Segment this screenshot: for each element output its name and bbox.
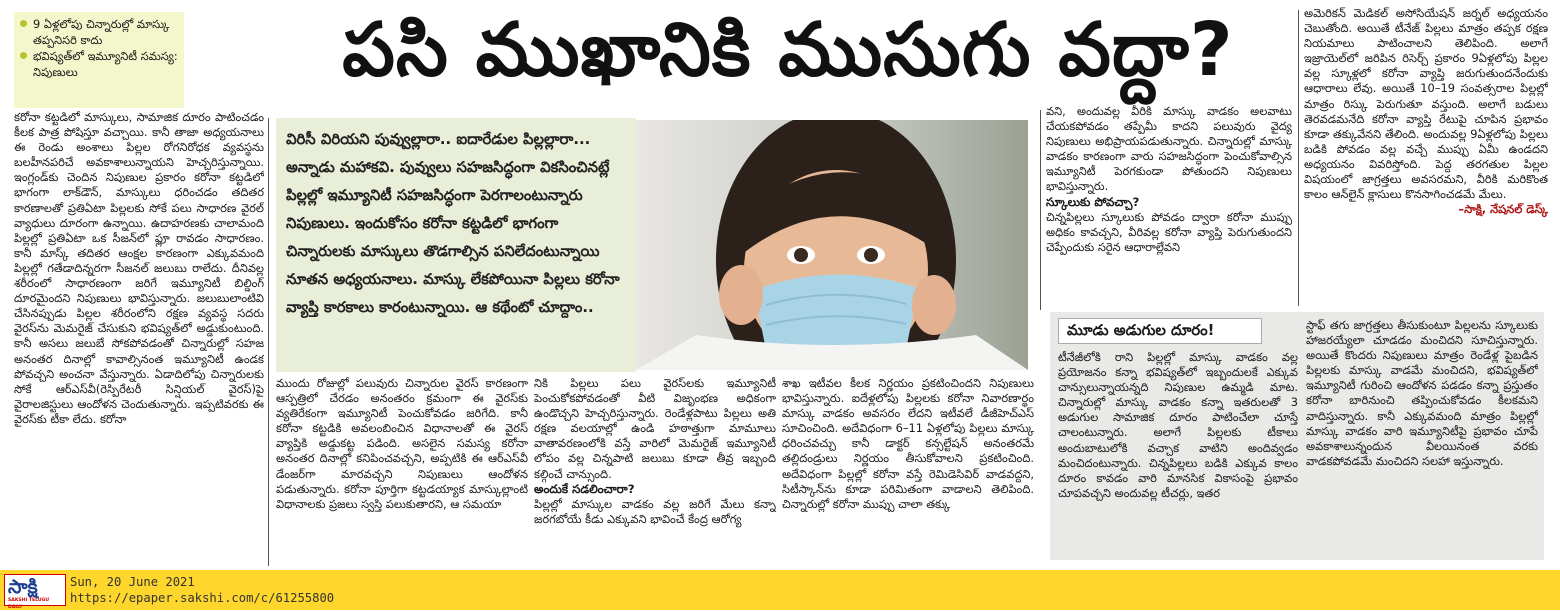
summary-bullets	[14, 12, 184, 108]
summary-bullet: 9 ఏళ్లలోపు చిన్నారుల్లో మాస్కు తప్పనిసరి కాదు	[20, 16, 178, 48]
article-column-6: అమెరికన్ మెడికల్ అసోసియేషన్ జర్నల్ అధ్యయనం చెబుతోంది. అయితే టీనేజ్ పిల్లలు మాత్రం తప్పక రక్షణ నియమాలు పాటించాలని తెలిపింది. అలాగే ఇజ్రాయెల్‌లో జరిపిన రిసెర్చ్ ప్రకారం 9ఏళ్లలోపు పిల్లల వల్ల స్కూళ్లలో కరోనా వ్యాప్తి జరుగుతుందనేందుకు ఆధారాలు లేవు. అయితే 10–19 సంవత్సరాల పిల్లల్లో మాత్రం రిస్కు పెరుగుతూ వస్తుంది. అలాగే బడులు తెరవడమనేది కరోనా వ్యాప్తి రేటుపై చూపిన ప్రభావం కూడా తక్కువేనని తేలింది. అందువల్ల 9ఏళ్లలోపు పిల్లలు బడికి పోవడం వల్ల వచ్చే ముప్పు ఏమీ ఉండదని అధ్యయనం వివరిస్తోంది. పెద్ద తరగతుల పిల్లల విషయంలో జాగ్రత్తలు అవసరమని, వీరికి మరికొంత కాలం ఆన్‌లైన్ క్లాసులు కొనసాగించడమే మేలు. –సాక్షి, నేషనల్ డెస్క్	[1304, 6, 1548, 217]
column-divider	[1298, 10, 1299, 306]
subheading: స్కూలుకు పోవచ్చా?	[1046, 194, 1140, 209]
bullet-dot-icon	[20, 20, 27, 27]
teaser-box	[276, 118, 636, 372]
sidebar-box-column-2: స్టాఫ్ తగు జాగ్రత్తలు తీసుకుంటూ పిల్లలను స్కూలుకు హాజరయ్యేలా చూడడం మంచిదని సూచిస్తున్నారు. అయితే కొందరు నిపుణులు మాత్రం రెండేళ్ల పైబడిన పిల్లలకు మాస్కు వాడమే మంచిదని, భవిష్యత్‌లో ఇమ్యూనిటీ గురించి ఆందోళన పడడం కన్నా ప్రస్తుతం కరోనా బారినుంచి తప్పించుకోవడం కీలకమని వాదిస్తున్నారు. కానీ ఎక్కువమంది మాత్రం పిల్లల్లో మాస్కు వాడకం వారి ఇమ్యూనిటీపై ప్రభావం చూపే అవకాశాలున్నందున వీలయినంత వరకు వాడకపోవడమే మంచిదని సలహా ఇస్తున్నారు.	[1306, 318, 1538, 468]
child-mask-illustration	[636, 120, 1028, 370]
bullet-dot-icon	[20, 52, 27, 59]
sidebar-box-column-1: టీనేజీలోకి రాని పిల్లల్లో మాస్కు వాడకం వల్ల ప్రయోజనం కన్నా భవిష్యత్‌లో ఇబ్బందులకే ఎక్కువ చాన్సులున్నాయన్నది నిపుణుల ఉమ్మడి మాట. చిన్నారుల్లో మాస్కు వాడకం కన్నా ఇతరులతో 3 అడుగుల సామాజిక దూరం పాటించేలా చూస్తే చాలంటున్నారు. అలాగే పిల్లలకు టీకాలు అందుబాటులోకి వచ్చాక వాటిని అందివ్వడం మంచిదంటున్నారు. చిన్నపిల్లలు బడికి ఎక్కువ కాలం దూరం కావడం వారి మానసిక వికాసంపై ప్రభావం చూపవచ్చని అందువల్ల టీచర్లు, ఇతర	[1058, 350, 1298, 500]
epaper-url-link[interactable]: https://epaper.sakshi.com/c/61255800	[70, 591, 335, 605]
sakshi-logo[interactable]: సాక్షి SAKSHI TELUGU DAILY	[4, 574, 66, 606]
article-column-1: కరోనా కట్టడిలో మాస్కులు, సామాజిక దూరం పాటించడం కీలక పాత్ర పోషిస్తూ వచ్చాయి. కానీ తాజా అధ్యయనాలు ఈ రెండు అంశాలు పిల్లల రోగనిరోధక వ్యవస్థను బలహీనపరిచే అవకాశాలున్నాయని హెచ్చరిస్తున్నాయి. ఇంగ్లండ్‌కు చెందిన నిపుణుల ప్రకారం కరోనా కట్టడిలో భాగంగా లాక్‌డౌన్, మాస్కులు ధరించడం తదితర కారణాలతో ప్రతిఏటా పిల్లలకు సోకే పలు సాధారణ వైరల్ వ్యాధులు దూరంగా ఉన్నాయి. ఉదాహరణకు చాలామంది పిల్లల్లో ప్రతిఏటా ఒక సీజన్‌లో ఫ్లూ రావడం సాధారణం. కానీ మాస్క్ తదితర ఆంక్షల కారణంగా ఎక్కువమంది పిల్లల్లో గతేడాదిన్నరగా సీజనల్ జలుబు రాలేదు. దీనివల్ల శరీరంలో సాధారణంగా జరిగే ఇమ్యూనిటీ బిల్డింగ్ దూరమైందని నిపుణులు భావిస్తున్నారు. జలుబులాంటివి చేసినప్పుడు పిల్లల శరీరంలోని రక్షణ వ్యవస్థ సదరు వైరస్‌ను మెమరైజ్ చేసుకుని భవిష్యత్‌లో అడ్డుకుంటుంది. కానీ అసలు జలుబే సోకపోవడంతో చిన్నారుల్లో సహజ అనంతర దినాల్లో కావాల్సినంత ఇమ్యూనిటీ ఉండక పోవచ్చని అంచనా వేస్తున్నారు. ఏడాదిలోపు చిన్నారులకు సోకే ఆర్‌ఎస్‌వీ(రెస్పిరేటరీ సిన్షియల్ వైరస్)పై వైరాలజిస్టులు ఆందోళన చెందుతున్నారు. ఇప్పటివరకు ఈ వైరస్‌కు టీకా లేదు. కరోనా	[14, 110, 264, 426]
teaser-text: విరిసీ విరియని పువ్వుల్లారా.. ఐదారేడుల పిల్లల్లారా... అన్నాడు మహాకవి. పువ్వులు సహజసిద్ధంగా వికసించినట్లే పిల్లల్లో ఇమ్యూనిటీ సహజసిద్ధంగా పెరగాలంటున్నారు నిపుణులు. ఇందుకోసం కరోనా కట్టడిలో భాగంగా చిన్నారులకు మాస్కులు తొడగాల్సిన పనిలేదంటున్నాయి నూతన అధ్యయనాలు. మాస్కు లేకపోయినా పిల్లలు కరోనా వ్యాప్తి కారకాలు కారంటున్నాయి. ఆ కథేంటో చూద్దాం..	[286, 131, 620, 316]
article-column-3: నికి పిల్లలు పలు వైరస్‌లకు ఇమ్యూనిటీ పెంచుకోకపోవడంతో వీటి విజృంభణ అధికంగా ఉండొచ్చని హెచ్చరిస్తున్నారు. రెండేళ్లపాటు పిల్లలు అతి రక్షణ వలయాల్లో ఉండి హఠాత్తుగా మామూలు వాతావరణంలోకి వస్తే వారిలో మెమరైజ్ ఇమ్యూనిటీ లోపం వల్ల చిన్నపాటి జలుబు కూడా తీవ్ర ఇబ్బంది కల్గించే చాన్సుంది. అందుకే సడలించారా? పిల్లల్లో మాస్కుల వాడకం వల్ల జరిగే మేలు కన్నా జరగబోయే కీడు ఎక్కువని భావించే కేంద్ర ఆరోగ్య	[534, 376, 776, 526]
column-divider	[1040, 110, 1041, 310]
article-column-4: శాఖ ఇటీవల కీలక నిర్ణయం ప్రకటించిందని నిపుణులు భావిస్తున్నారు. ఐదేళ్లలోపు పిల్లలకు కరోనా నివారణార్థం మాస్కు వాడకం అవసరం లేదని ఇటీవలే డీజీహెచ్‌ఎస్ సూచించింది. అదేవిధంగా 6–11 ఏళ్లలోపు పిల్లలు మాస్కు ధరించవచ్చు కానీ డాక్టర్ కన్సల్టేషన్ అనంతరమే తల్లిదండ్రులు నిర్ణయం తీసుకోవాలని ప్రకటించింది. అదేవిధంగా పిల్లల్లో కరోనా వస్తే రెమిడెసివిర్ వాడవద్దని, సిటీస్కాన్‌ను కూడా పరిమితంగా వాడాలని తెలిపింది. చిన్నారుల్లో కరోనా ముప్పు చాలా తక్కు	[782, 376, 1034, 511]
column-divider	[268, 118, 269, 566]
publication-date: Sun, 20 June 2021	[70, 575, 195, 589]
summary-bullet: భవిష్యత్‌లో ఇమ్యూనిటీ సమస్య: నిపుణులు	[20, 48, 178, 80]
child-wearing-mask-photo	[636, 120, 1028, 370]
article-column-5: వని, అందువల్ల వీరికి మాస్కు వాడకం అలవాటు చేయకపోవడం తప్పేమీ కాదని పలువురు వైద్య నిపుణులు అభిప్రాయపడుతున్నారు. చిన్నారుల్లో మాస్కు వాడకం కారణంగా వారు సహజసిద్ధంగా పెంచుకోవాల్సిన ఇమ్యూనిటీ పెరగకుండా పోతుందని నిపుణులు భావిస్తున్నారు. స్కూలుకు పోవచ్చా? చిన్నపిల్లలు స్కూలుకు పోవడం ద్వారా కరోనా ముప్పు అధికం కావచ్చని, వీరివల్ల కరోనా వ్యాప్తి పెరుగుతుందని చెప్పేందుకు సరైన ఆధారాల్లేవని	[1046, 104, 1292, 254]
sidebar-box-title: మూడు అడుగుల దూరం!	[1058, 318, 1262, 344]
subheading: అందుకే సడలించారా?	[534, 481, 635, 496]
article-headline: పసి ముఖానికి ముసుగు వద్దా?	[342, 7, 1234, 93]
byline: –సాక్షి, నేషనల్ డెస్క్	[1458, 202, 1548, 217]
article-column-2: ముందు రోజుల్లో పలువురు చిన్నారుల వైరస్ కారణంగా ఆస్పత్రిలో చేరడం అనంతరం క్రమంగా ఈ వైరస్‌కు వ్యతిరేకంగా ఇమ్యూనిటీ పెంచుకోవడం జరిగేది. కానీ కరోనా కట్టడికి అవలంబించిన విధానాలతో ఈ వైరస్ వ్యాప్తికి అడ్డుకట్ట పడింది. అసలైన సమస్య కరోనా అనంతర దినాల్లో కనిపించవచ్చని, అప్పటికి ఈ ఆర్‌ఎస్‌వీ డేంజర్‌గా మారవచ్చని నిపుణులు ఆందోళన పడుతున్నారు. కరోనా పూర్తిగా కట్టడయ్యాక మాస్కుల్లాంటి విధానాలకు ప్రజలు స్వస్తి పలుకుతారని, ఆ సమయా	[276, 376, 528, 511]
